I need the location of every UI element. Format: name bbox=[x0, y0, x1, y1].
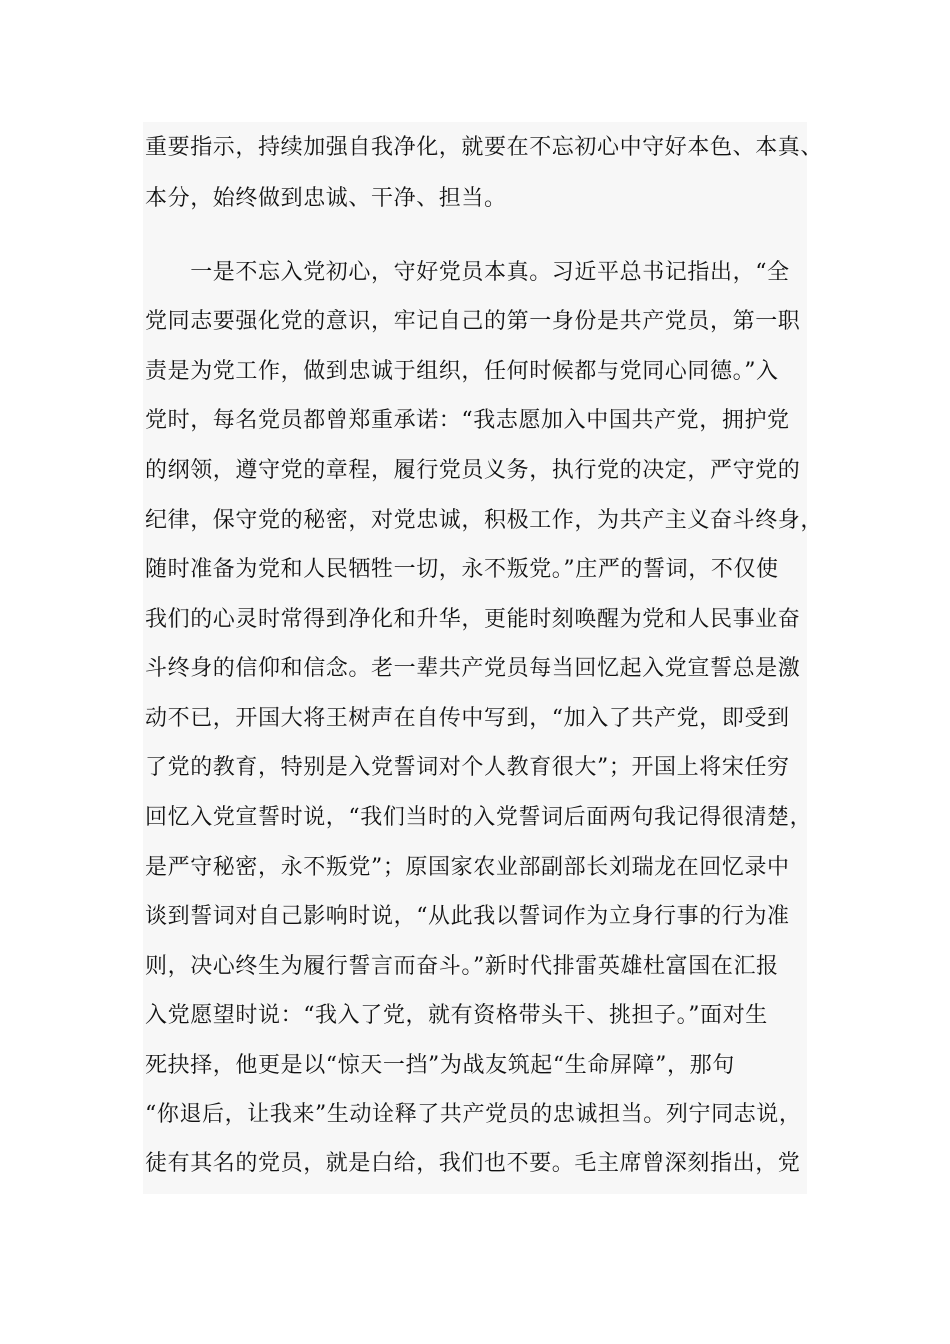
paragraph-2-line-17: 死抉择，他更是以“惊天一挡”为战友筑起“生命屏障”，那句 bbox=[145, 1053, 735, 1078]
paragraph-2-line-5: 的纲领，遵守党的章程，履行党员义务，执行党的决定，严守党的 bbox=[145, 458, 801, 483]
paragraph-2-line-19: 徒有其名的党员，就是白给，我们也不要。毛主席曾深刻指出，党 bbox=[145, 1151, 801, 1176]
paragraph-2-line-12: 回忆入党宣誓时说，“我们当时的入党誓词后面两句我记得很清楚， bbox=[145, 805, 813, 830]
paragraph-2-line-13: 是严守秘密，永不叛党”；原国家农业部副部长刘瑞龙在回忆录中 bbox=[145, 855, 790, 880]
paragraph-2-line-2: 党同志要强化党的意识，牢记自己的第一身份是共产党员，第一职 bbox=[145, 309, 801, 334]
paragraph-2-line-10: 动不已，开国大将王树声在自传中写到，“加入了共产党，即受到 bbox=[145, 706, 790, 731]
paragraph-1-line-2: 本分，始终做到忠诚、干净、担当。 bbox=[145, 186, 507, 211]
paragraph-2-line-15: 则，决心终生为履行誓言而奋斗。”新时代排雷英雄杜富国在汇报 bbox=[145, 954, 779, 979]
paragraph-2-line-4: 党时，每名党员都曾郑重承诺：“我志愿加入中国共产党，拥护党 bbox=[145, 408, 790, 433]
paragraph-2-line-16: 入党愿望时说：“我入了党，就有资格带头干、挑担子。”面对生 bbox=[145, 1003, 768, 1028]
paragraph-2-line-3: 责是为党工作，做到忠诚于组织，任何时候都与党同心同德。”入 bbox=[145, 359, 779, 384]
paragraph-2-line-9: 斗终身的信仰和信念。老一辈共产党员每当回忆起入党宣誓总是激 bbox=[145, 656, 801, 681]
paragraph-2-line-1: 一是不忘入党初心，守好党员本真。习近平总书记指出，“全 bbox=[145, 260, 790, 285]
paragraph-1-line-1: 重要指示，持续加强自我净化，就要在不忘初心中守好本色、本真、 bbox=[145, 135, 824, 160]
paragraph-2-line-7: 随时准备为党和人民牺牲一切，永不叛党。”庄严的誓词，不仅使 bbox=[145, 557, 779, 582]
paragraph-2-line-6: 纪律，保守党的秘密，对党忠诚，积极工作，为共产主义奋斗终身， bbox=[145, 508, 824, 533]
paragraph-2-line-14: 谈到誓词对自己影响时说，“从此我以誓词作为立身行事的行为准 bbox=[145, 904, 790, 929]
paragraph-2-line-11: 了党的教育，特别是入党誓词对个人教育很大”；开国上将宋任穷 bbox=[145, 755, 790, 780]
paragraph-2-line-8: 我们的心灵时常得到净化和升华，更能时刻唤醒为党和人民事业奋 bbox=[145, 607, 801, 632]
paragraph-2-line-18: “你退后，让我来”生动诠释了共产党员的忠诚担当。列宁同志说， bbox=[145, 1102, 802, 1127]
